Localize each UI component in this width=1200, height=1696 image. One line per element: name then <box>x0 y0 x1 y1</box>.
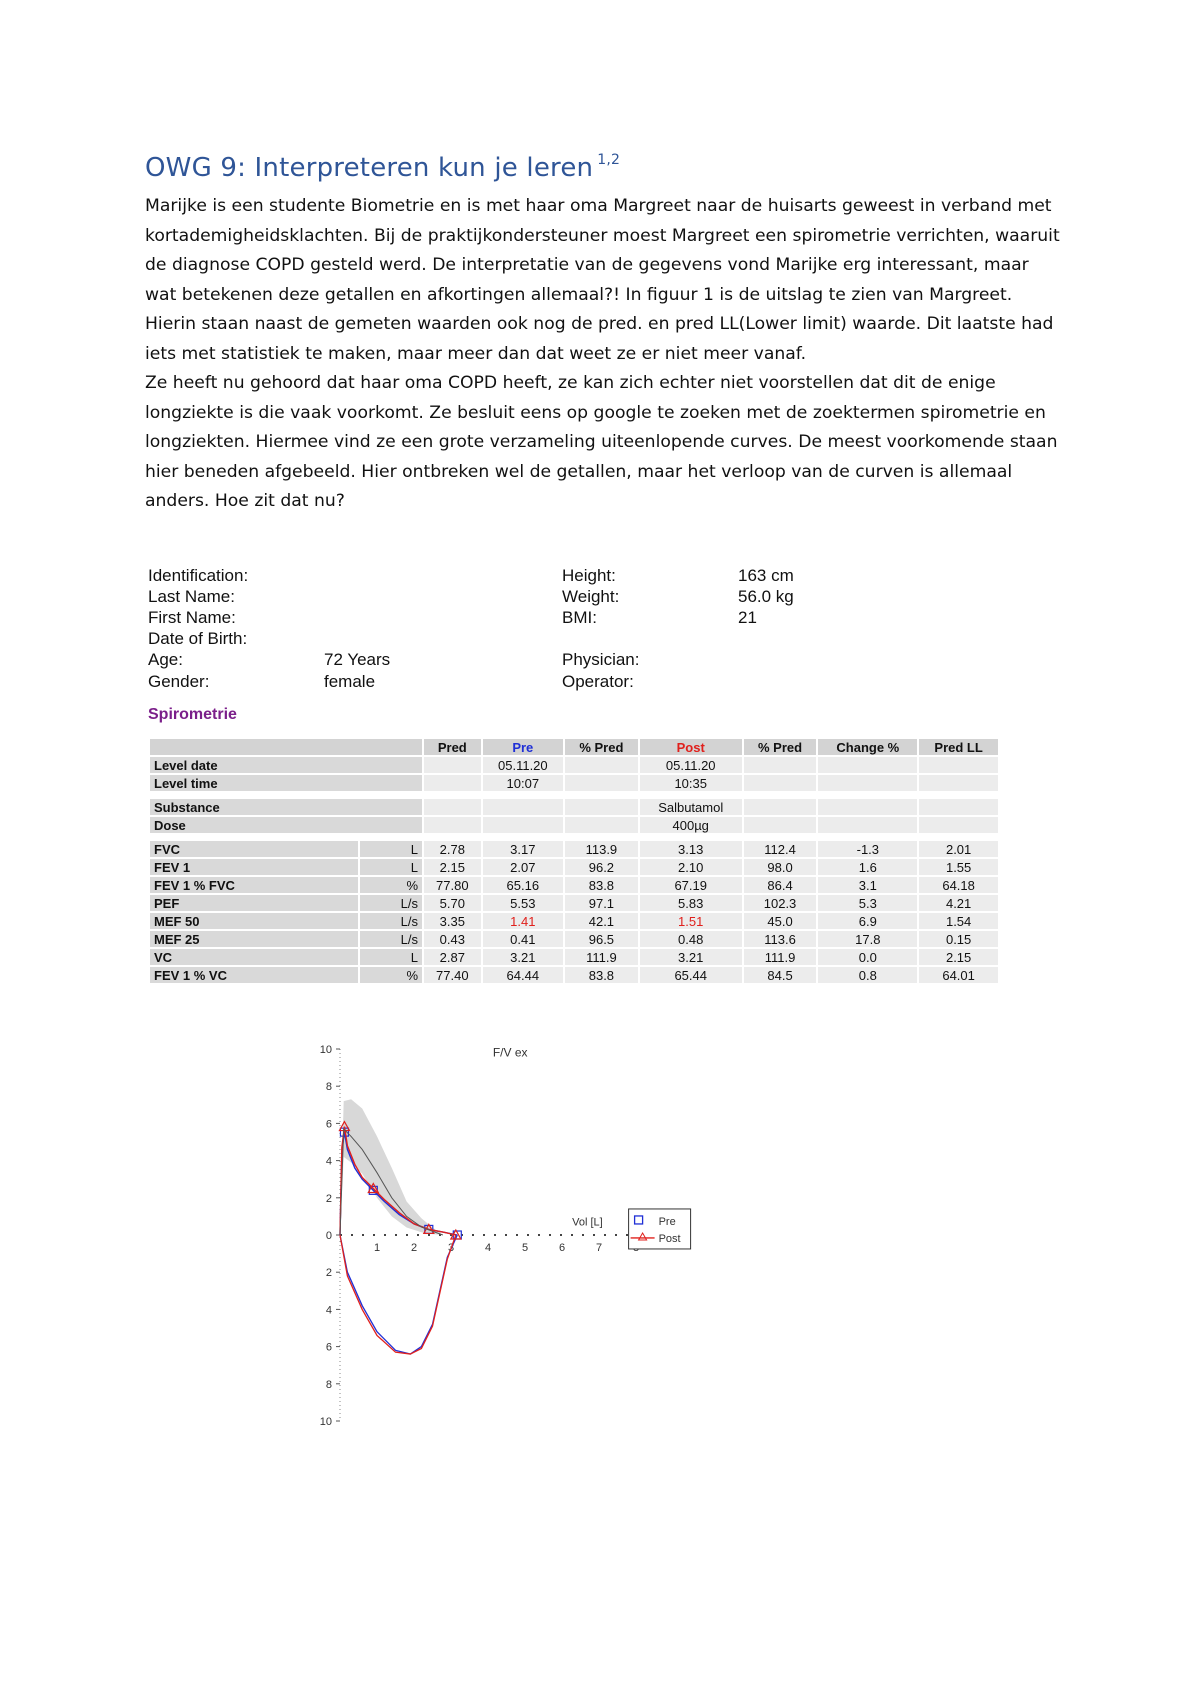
table-cell <box>818 799 917 815</box>
table-cell: 10:07 <box>483 775 563 791</box>
table-cell: 3.35 <box>424 913 481 929</box>
x-tick-label: 3 <box>447 1242 455 1254</box>
y-tick-label: 8 <box>325 1081 332 1094</box>
operator-label: Operator: <box>562 672 634 691</box>
table-cell <box>483 817 563 833</box>
legend-label-pre: Pre <box>658 1215 676 1228</box>
table-cell: 64.44 <box>483 967 563 983</box>
row-label: PEF <box>150 895 358 911</box>
table-cell: 45.0 <box>744 913 817 929</box>
table-cell: 0.41 <box>483 931 563 947</box>
spacer-cell <box>150 835 998 839</box>
table-cell: 113.6 <box>744 931 817 947</box>
table-cell: 77.40 <box>424 967 481 983</box>
table-cell: 64.01 <box>919 967 998 983</box>
y-tick-label: 4 <box>325 1304 332 1317</box>
table-cell: Salbutamol <box>640 799 742 815</box>
y-tick-label: 2 <box>325 1267 332 1280</box>
intro-paragraph-2: Ze heeft nu gehoord dat haar oma COPD heeft, ze kan zich echter niet voorstellen dat dit de enige longziekte is die vaak voorkomt. Ze besluit eens op google te zoeken met de zoektermen spirometrie en longziekten. Hiermee vind ze een grote verzameling uiteenlopende curves. De meest voorkomende staan hier beneden afgebeeld. Hier ontbreken wel de getallen, maar het verloop van de curven is allemaal anders. Hoe zit dat nu? <box>145 373 1058 511</box>
header-pct-pred-pre: % Pred <box>565 739 638 755</box>
row-unit: L <box>360 949 422 965</box>
gender-value: female <box>324 672 376 691</box>
table-cell: 0.15 <box>919 931 998 947</box>
table-row <box>150 913 998 929</box>
table-cell <box>818 757 917 773</box>
table-cell: -1.3 <box>818 841 917 857</box>
spacer-cell <box>150 793 998 797</box>
header-blank <box>150 739 422 755</box>
y-tick-label: 6 <box>325 1118 332 1131</box>
gender-label: Gender: <box>148 672 210 691</box>
table-cell: 1.54 <box>919 913 998 929</box>
x-tick-label: 4 <box>484 1242 492 1254</box>
table-cell: 2.87 <box>424 949 481 965</box>
table-cell: 0.48 <box>640 931 742 947</box>
table-cell: 05.11.20 <box>640 757 742 773</box>
table-cell <box>565 775 638 791</box>
table-cell: 96.2 <box>565 859 638 875</box>
table-cell: 0.0 <box>818 949 917 965</box>
table-row <box>150 859 998 875</box>
table-cell: 65.44 <box>640 967 742 983</box>
row-label: FEV 1 <box>150 859 358 875</box>
table-cell: 2.78 <box>424 841 481 857</box>
row-unit: L/s <box>360 895 422 911</box>
header-change-pct: Change % <box>818 739 917 755</box>
table-row <box>150 799 998 815</box>
title-superscript: 1,2 <box>597 152 621 168</box>
table-row <box>150 949 998 965</box>
row-label: MEF 25 <box>150 931 358 947</box>
table-cell: 111.9 <box>565 949 638 965</box>
title-text: OWG 9: Interpreteren kun je leren <box>145 153 594 183</box>
weight-value: 56.0 kg <box>738 587 794 606</box>
table-cell <box>424 817 481 833</box>
dob-label: Date of Birth: <box>148 629 248 648</box>
table-cell <box>424 775 481 791</box>
table-cell: 86.4 <box>744 877 817 893</box>
table-row <box>150 895 998 911</box>
section-title-spirometrie: Spirometrie <box>148 706 237 723</box>
spirometry-table <box>148 737 1000 985</box>
table-row <box>150 757 998 773</box>
bmi-value: 21 <box>738 608 757 627</box>
first-name-label: First Name: <box>148 608 236 627</box>
table-cell: 1.41 <box>483 913 563 929</box>
legend-label-post: Post <box>658 1232 681 1245</box>
table-cell: 67.19 <box>640 877 742 893</box>
weight-label: Weight: <box>562 587 620 606</box>
intro-paragraph-1: Marijke is een studente Biometrie en is met haar oma Margreet naar de huisarts geweest in verband met kortademigheidsklachten. Bij de praktijkondersteuner moest Margreet een spirometrie verrichten, waaruit de diagnose COPD gesteld werd. De interpretatie van de gegevens vond Marijke erg interessant, maar wat betekenen deze getallen en afkortingen allemaal?! In figuur 1 is de uitslag te zien van Margreet. Hierin staan naast de gemeten waarden ook nog de pred. en pred LL(Lower limit) waarde. Dit laatste had iets met statistiek te maken, maar meer dan dat weet ze er niet meer vanaf. <box>145 196 1060 364</box>
table-cell <box>424 799 481 815</box>
table-cell: 112.4 <box>744 841 817 857</box>
table-cell <box>919 757 998 773</box>
flow-volume-chart <box>300 1045 720 1425</box>
table-cell <box>565 817 638 833</box>
table-cell <box>919 817 998 833</box>
table-cell: 4.21 <box>919 895 998 911</box>
x-tick-label: 7 <box>595 1242 603 1254</box>
x-axis-label: Vol [L] <box>572 1216 603 1229</box>
table-cell: 0.43 <box>424 931 481 947</box>
row-label: Substance <box>150 799 422 815</box>
table-cell <box>744 757 817 773</box>
table-header-row <box>150 739 998 755</box>
table-cell: 5.3 <box>818 895 917 911</box>
table-cell: 6.9 <box>818 913 917 929</box>
table-cell <box>483 799 563 815</box>
row-label: FEV 1 % VC <box>150 967 358 983</box>
table-cell: 10:35 <box>640 775 742 791</box>
table-cell: 0.8 <box>818 967 917 983</box>
table-cell: 42.1 <box>565 913 638 929</box>
age-label: Age: <box>148 650 183 669</box>
table-cell <box>919 775 998 791</box>
header-pct-pred-post: % Pred <box>744 739 817 755</box>
row-unit: L <box>360 859 422 875</box>
table-cell: 96.5 <box>565 931 638 947</box>
row-label: FEV 1 % FVC <box>150 877 358 893</box>
table-cell: 3.13 <box>640 841 742 857</box>
row-unit: L/s <box>360 931 422 947</box>
table-cell: 83.8 <box>565 967 638 983</box>
row-unit: % <box>360 967 422 983</box>
table-cell: 113.9 <box>565 841 638 857</box>
x-tick-label: 5 <box>521 1242 529 1254</box>
y-tick-label: 0 <box>325 1230 332 1242</box>
row-label: Level time <box>150 775 422 791</box>
predicted-band <box>340 1099 443 1235</box>
identification-label: Identification: <box>148 566 249 585</box>
table-cell: 5.83 <box>640 895 742 911</box>
table-row <box>150 877 998 893</box>
table-cell: 2.10 <box>640 859 742 875</box>
table-row <box>150 931 998 947</box>
table-cell: 97.1 <box>565 895 638 911</box>
x-tick-label: 1 <box>373 1242 381 1254</box>
y-tick-label: 6 <box>325 1341 332 1354</box>
table-row <box>150 967 998 983</box>
table-cell <box>565 799 638 815</box>
height-label: Height: <box>562 566 616 585</box>
table-cell: 1.6 <box>818 859 917 875</box>
table-row <box>150 841 998 857</box>
patient-identification <box>148 565 1008 695</box>
table-cell <box>818 817 917 833</box>
height-value: 163 cm <box>738 566 794 585</box>
header-pred-ll: Pred LL <box>919 739 998 755</box>
table-cell: 98.0 <box>744 859 817 875</box>
table-cell: 2.07 <box>483 859 563 875</box>
header-post: Post <box>640 739 742 755</box>
page-title <box>145 152 620 183</box>
table-row <box>150 817 998 833</box>
table-cell <box>818 775 917 791</box>
table-cell: 2.15 <box>919 949 998 965</box>
bmi-label: BMI: <box>562 608 597 627</box>
table-cell <box>744 817 817 833</box>
y-tick-label: 10 <box>319 1045 332 1056</box>
table-cell: 102.3 <box>744 895 817 911</box>
x-tick-label: 2 <box>410 1242 418 1254</box>
table-row <box>150 775 998 791</box>
row-unit: L/s <box>360 913 422 929</box>
table-cell: 2.15 <box>424 859 481 875</box>
y-tick-label: 4 <box>325 1155 332 1168</box>
row-label: Level date <box>150 757 422 773</box>
row-label: MEF 50 <box>150 913 358 929</box>
table-spacer <box>150 835 998 839</box>
table-cell <box>424 757 481 773</box>
table-cell: 17.8 <box>818 931 917 947</box>
row-unit: L <box>360 841 422 857</box>
y-tick-label: 8 <box>325 1378 332 1391</box>
row-label: FVC <box>150 841 358 857</box>
x-tick-label: 6 <box>558 1242 566 1254</box>
header-pred: Pred <box>424 739 481 755</box>
table-cell: 77.80 <box>424 877 481 893</box>
intro-text <box>145 192 1065 517</box>
header-pre: Pre <box>483 739 563 755</box>
table-cell <box>744 775 817 791</box>
y-tick-label: 10 <box>319 1416 332 1425</box>
table-cell: 111.9 <box>744 949 817 965</box>
age-value: 72 Years <box>324 650 391 669</box>
physician-label: Physician: <box>562 650 640 669</box>
table-cell <box>565 757 638 773</box>
table-cell: 3.1 <box>818 877 917 893</box>
table-cell: 64.18 <box>919 877 998 893</box>
table-cell: 05.11.20 <box>483 757 563 773</box>
table-cell: 65.16 <box>483 877 563 893</box>
row-unit: % <box>360 877 422 893</box>
table-cell: 1.51 <box>640 913 742 929</box>
table-cell: 400µg <box>640 817 742 833</box>
table-cell: 5.53 <box>483 895 563 911</box>
row-label: Dose <box>150 817 422 833</box>
table-cell <box>744 799 817 815</box>
table-cell: 84.5 <box>744 967 817 983</box>
table-spacer <box>150 793 998 797</box>
row-label: VC <box>150 949 358 965</box>
table-cell: 3.21 <box>483 949 563 965</box>
y-tick-label: 2 <box>325 1192 332 1205</box>
chart-title: F/V ex <box>492 1045 528 1060</box>
last-name-label: Last Name: <box>148 587 235 606</box>
table-cell <box>919 799 998 815</box>
table-cell: 2.01 <box>919 841 998 857</box>
table-cell: 3.21 <box>640 949 742 965</box>
spirometry-table-body <box>150 757 998 983</box>
table-cell: 5.70 <box>424 895 481 911</box>
table-cell: 3.17 <box>483 841 563 857</box>
table-cell: 1.55 <box>919 859 998 875</box>
table-cell: 83.8 <box>565 877 638 893</box>
